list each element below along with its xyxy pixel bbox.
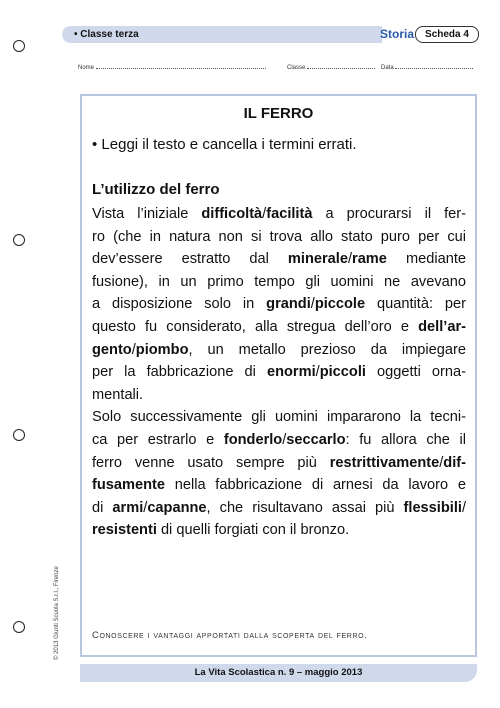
answer-option[interactable]: piombo bbox=[135, 341, 189, 358]
text-segment: : fu allora che il bbox=[345, 431, 466, 448]
section-heading: L’utilizzo del ferro bbox=[92, 181, 220, 198]
text-segment: , che risultavano assai più bbox=[206, 499, 404, 516]
answer-option[interactable]: gento bbox=[92, 341, 132, 358]
text-segment: dev’essere estratto dal bbox=[92, 251, 288, 268]
instruction: • Leggi il testo e cancella i termini errati. bbox=[92, 136, 357, 153]
date-line bbox=[395, 63, 473, 69]
text-line bbox=[92, 474, 466, 497]
binder-hole-2 bbox=[13, 234, 25, 246]
text-segment: / bbox=[262, 206, 267, 222]
text-segment: mediante bbox=[386, 251, 467, 268]
answer-option[interactable]: seccarlo bbox=[286, 431, 346, 448]
class-label: • Classe terza bbox=[62, 26, 382, 43]
text-segment: / bbox=[310, 296, 315, 313]
answer-option[interactable]: enormi bbox=[266, 364, 316, 381]
answer-option[interactable]: flessibili bbox=[403, 499, 462, 516]
class-field[interactable] bbox=[287, 63, 375, 71]
text-line bbox=[92, 248, 466, 271]
text-line bbox=[92, 519, 466, 542]
text-segment: Vista l’iniziale bbox=[92, 206, 202, 222]
text-segment: oggetti orna- bbox=[365, 364, 467, 381]
text-segment: quantità: per bbox=[365, 296, 466, 313]
text-segment: nella fabbricazione di arnesi da lavoro e bbox=[165, 477, 466, 494]
answer-option[interactable]: restrittivamente bbox=[329, 454, 440, 471]
text-line bbox=[92, 406, 466, 429]
text-segment: / bbox=[315, 364, 320, 381]
text-segment: di quelli forgiati con il bronzo. bbox=[156, 522, 350, 539]
text-segment: / bbox=[282, 431, 287, 448]
answer-option[interactable]: piccoli bbox=[319, 364, 366, 381]
text-line bbox=[92, 271, 466, 294]
answer-option[interactable]: capanne bbox=[147, 499, 207, 516]
name-line bbox=[96, 63, 266, 69]
text-line bbox=[92, 226, 466, 249]
text-segment: a procurarsi il fer- bbox=[312, 206, 466, 222]
learning-goal: Conoscere i vantaggi apportati dalla scoperta del ferro. bbox=[92, 630, 368, 641]
copyright-notice: © 2013 Giunti Scuola S.r.l., Firenze bbox=[54, 566, 60, 660]
text-line bbox=[92, 203, 466, 226]
text-segment: ferro venne usato sempre più bbox=[92, 454, 330, 471]
text-line bbox=[92, 452, 466, 475]
magazine-footer: La Vita Scolastica n. 9 – maggio 2013 bbox=[80, 664, 477, 682]
subject-label: Storia bbox=[379, 27, 414, 41]
text-segment: / bbox=[143, 499, 148, 516]
text-segment: / bbox=[439, 454, 444, 471]
date-label: Data bbox=[381, 65, 394, 71]
exercise-text bbox=[92, 203, 466, 542]
answer-option[interactable]: dell’ar- bbox=[418, 318, 466, 335]
answer-option[interactable]: resistenti bbox=[92, 522, 157, 539]
name-field[interactable] bbox=[78, 63, 266, 71]
text-segment: Solo successivamente gli uomini impararono la tecni- bbox=[92, 409, 466, 426]
text-segment: questo fu considerato, alla stregua dell’oro e bbox=[92, 318, 419, 335]
binder-hole-4 bbox=[13, 621, 25, 633]
text-segment: di bbox=[92, 499, 113, 516]
text-line bbox=[92, 497, 466, 520]
exercise-card bbox=[80, 94, 477, 657]
text-segment: ro (che in natura non si trova allo stato puro per cui bbox=[92, 228, 466, 245]
text-segment: / bbox=[347, 251, 353, 268]
text-line bbox=[92, 293, 466, 316]
text-line bbox=[92, 316, 466, 339]
text-line bbox=[92, 384, 466, 407]
answer-option[interactable]: grandi bbox=[266, 296, 311, 313]
text-segment: / bbox=[461, 499, 466, 516]
class-line bbox=[307, 63, 375, 69]
answer-option[interactable]: facilità bbox=[266, 206, 313, 222]
text-segment: ca per estrarlo e bbox=[92, 431, 224, 448]
text-segment: mentali. bbox=[92, 386, 144, 403]
text-segment: a disposizione solo in bbox=[92, 296, 267, 313]
answer-option[interactable]: fonderlo bbox=[223, 431, 283, 448]
binder-hole-1 bbox=[13, 40, 25, 52]
page-header bbox=[62, 26, 479, 43]
date-field[interactable] bbox=[381, 63, 473, 71]
answer-option[interactable]: armi bbox=[112, 499, 144, 516]
sheet-badge: Scheda 4 bbox=[415, 26, 479, 43]
text-line bbox=[92, 361, 466, 384]
class-field-label: Classe bbox=[287, 65, 306, 71]
text-segment: , un metallo prezioso da impiegare bbox=[188, 341, 466, 358]
answer-option[interactable]: piccole bbox=[314, 296, 366, 313]
page-title: IL FERRO bbox=[243, 105, 314, 122]
text-line bbox=[92, 339, 466, 362]
text-segment: fusione), in un primo tempo gli uomini ne avevano bbox=[92, 273, 466, 290]
answer-option[interactable]: difficoltà bbox=[201, 206, 263, 222]
answer-option[interactable]: minerale bbox=[287, 251, 348, 268]
name-label: Nome bbox=[78, 65, 95, 71]
answer-option[interactable]: rame bbox=[352, 251, 387, 268]
answer-option[interactable]: dif- bbox=[443, 454, 466, 471]
answer-option[interactable]: fusamente bbox=[92, 477, 165, 494]
text-segment: / bbox=[131, 341, 136, 358]
binder-hole-3 bbox=[13, 429, 25, 441]
text-line bbox=[92, 429, 466, 452]
text-segment: per la fabbricazione di bbox=[92, 364, 267, 381]
